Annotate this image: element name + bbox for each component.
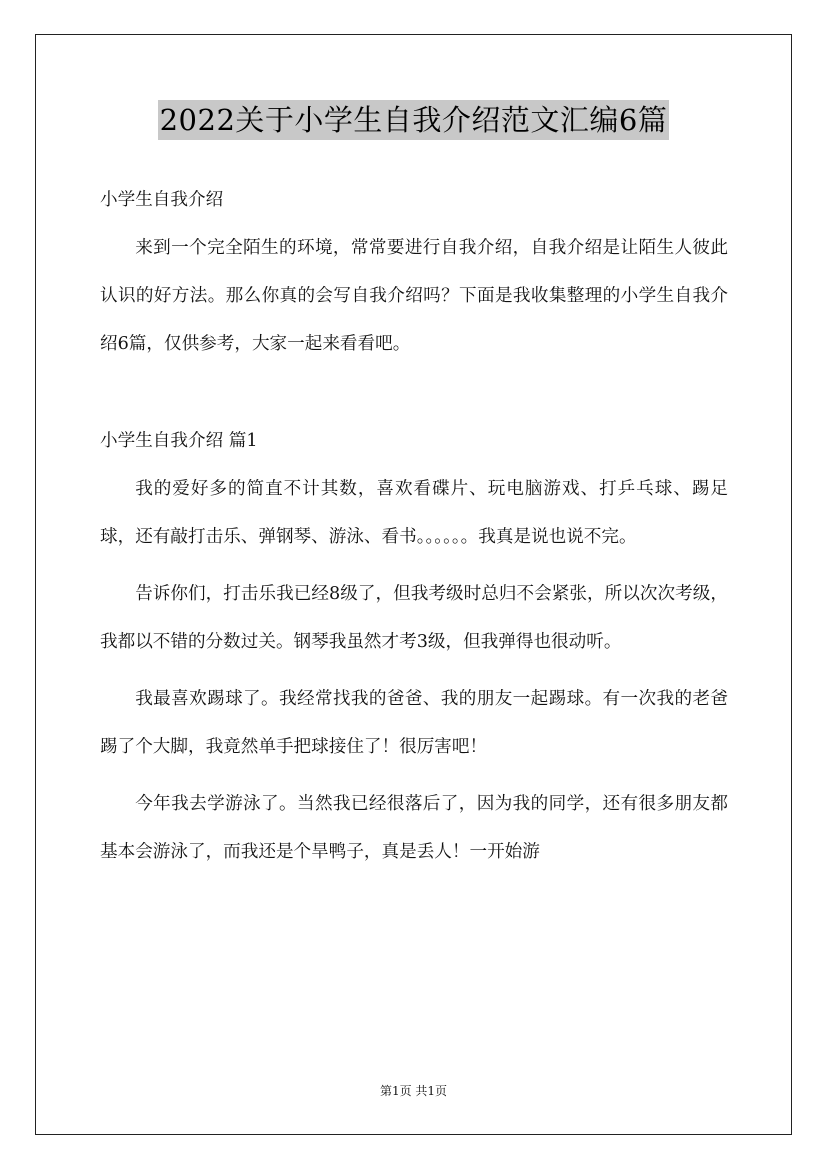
intro-heading: 小学生自我介绍 <box>100 190 224 210</box>
section-gap <box>100 377 728 417</box>
section1-paragraph: 告诉你们，打击乐我已经8级了，但我考级时总归不会紧张，所以次次考级，我都以不错的分数过关。钢琴我虽然才考3级，但我弹得也很动听。 <box>100 584 728 652</box>
section1-heading: 小学生自我介绍 篇1 <box>100 431 258 451</box>
section1-paragraph: 我最喜欢踢球了。我经常找我的爸爸、我的朋友一起踢球。有一次我的老爸踢了个大脚，我竟然单手把球接住了！很厉害吧！ <box>100 689 728 757</box>
page-footer: 第1页 共1页 <box>379 1084 448 1098</box>
section1-paragraph: 我的爱好多的简直不计其数，喜欢看碟片、玩电脑游戏、打乒乓球、踢足球，还有敲打击乐、弹钢琴、游泳、看书。。。。。。我真是说也说不完。 <box>100 479 728 547</box>
section1-paragraph: 今年我去学游泳了。当然我已经很落后了，因为我的同学，还有很多朋友都基本会游泳了，而我还是个旱鸭子，真是丢人！一开始游 <box>100 794 728 862</box>
document-title: 2022关于小学生自我介绍范文汇编6篇 <box>158 100 670 140</box>
intro-paragraph: 来到一个完全陌生的环境，常常要进行自我介绍，自我介绍是让陌生人彼此认识的好方法。那么你真的会写自我介绍吗？下面是我收集整理的小学生自我介绍6篇，仅供参考，大家一起来看看吧。 <box>100 238 728 354</box>
document-title-wrap <box>0 100 827 140</box>
document-body <box>100 176 728 885</box>
